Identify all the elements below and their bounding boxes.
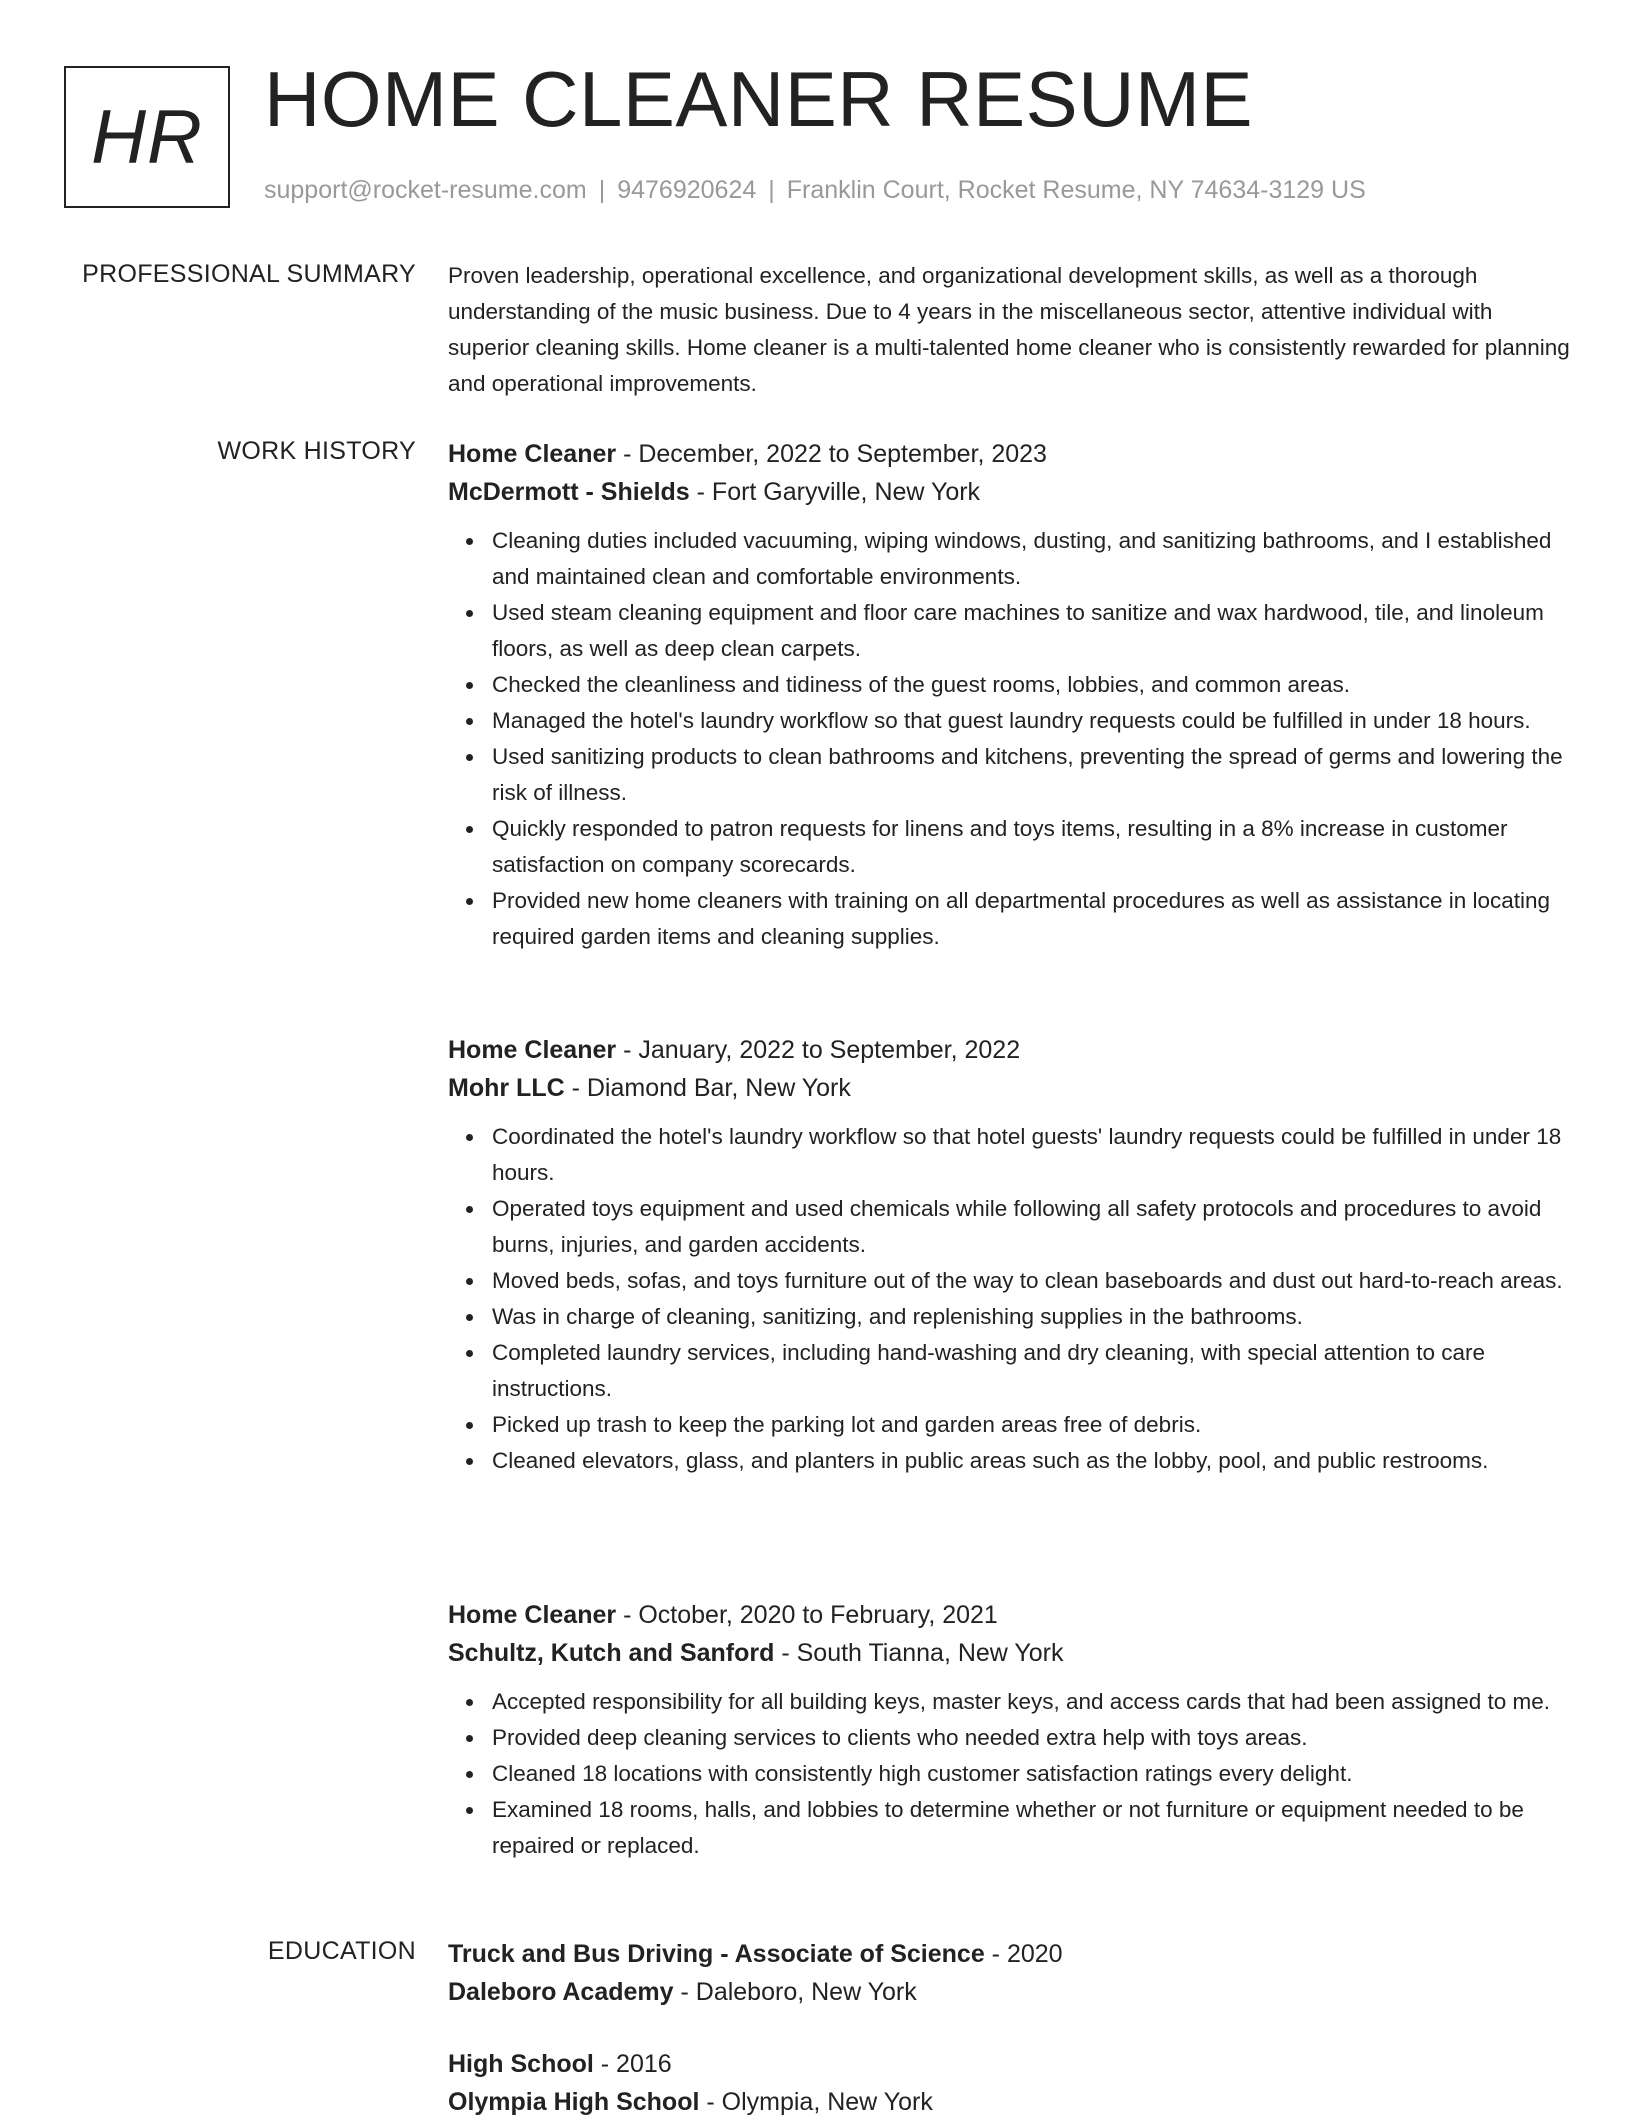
bullet-dot-icon — [466, 1314, 473, 1321]
bullet-dot-icon — [466, 610, 473, 617]
job-title: Home Cleaner — [448, 440, 617, 468]
education-degree-line — [448, 1935, 1572, 1973]
job-bullet — [492, 1443, 1572, 1479]
education-school: Olympia High School — [448, 2088, 700, 2116]
job-bullet-text: Examined 18 rooms, halls, and lobbies to determine whether or not furniture or equipment needed to be repaired or replaced. — [492, 1797, 1524, 1858]
bullet-dot-icon — [466, 754, 473, 761]
job-bullet — [492, 703, 1572, 739]
education-degree-line — [448, 2045, 1572, 2083]
job-company-line — [448, 473, 1572, 511]
resume-title: HOME CLEANER RESUME — [264, 55, 1253, 143]
job-bullet-text: Operated toys equipment and used chemicals while following all safety protocols and procedures to avoid burns, injuries, and garden accidents. — [492, 1196, 1542, 1257]
job-bullet-text: Coordinated the hotel's laundry workflow so that hotel guests' laundry requests could be fulfilled in under 18 hours. — [492, 1124, 1562, 1185]
job-bullet — [492, 595, 1572, 667]
bullet-dot-icon — [466, 1807, 473, 1814]
job-bullet-text: Cleaning duties included vacuuming, wiping windows, dusting, and sanitizing bathrooms, and I established and maintained clean and comfortable environments. — [492, 528, 1552, 589]
contact-phone[interactable]: 9476920624 — [617, 176, 757, 204]
job-bullet — [492, 883, 1572, 955]
education-entry — [448, 2045, 1572, 2121]
job-bullet-text: Cleaned elevators, glass, and planters in public areas such as the lobby, pool, and public restrooms. — [492, 1448, 1489, 1473]
job-bullet-text: Accepted responsibility for all building keys, master keys, and access cards that had been assigned to me. — [492, 1689, 1551, 1714]
bullet-dot-icon — [466, 1458, 473, 1465]
education-location: - Olympia, New York — [699, 2088, 933, 2116]
section-label-education: EDUCATION — [267, 1937, 416, 1965]
job-bullet — [492, 523, 1572, 595]
job-bullet — [492, 1407, 1572, 1443]
job-bullet — [492, 1263, 1572, 1299]
job-bullet-text: Provided new home cleaners with training on all departmental procedures as well as assistance in locating required garden items and cleaning supplies. — [492, 888, 1551, 949]
job-bullet — [492, 1299, 1572, 1335]
bullet-dot-icon — [466, 538, 473, 545]
job-location: - South Tianna, New York — [774, 1639, 1064, 1667]
job-dates: - December, 2022 to September, 2023 — [616, 440, 1047, 468]
job-title: Home Cleaner — [448, 1601, 617, 1629]
job-title: Home Cleaner — [448, 1036, 617, 1064]
job-bullet-text: Used sanitizing products to clean bathrooms and kitchens, preventing the spread of germs and lowering the risk of illness. — [492, 744, 1563, 805]
job-company-line — [448, 1634, 1572, 1672]
job-company: Schultz, Kutch and Sanford — [448, 1639, 775, 1667]
bullet-dot-icon — [466, 1699, 473, 1706]
job-bullet-list — [448, 523, 1572, 955]
education-school-line — [448, 2083, 1572, 2121]
education-degree: Truck and Bus Driving - Associate of Science — [448, 1940, 985, 1968]
job-bullet — [492, 1720, 1572, 1756]
job-bullet-text: Was in charge of cleaning, sanitizing, and replenishing supplies in the bathrooms. — [492, 1304, 1303, 1329]
education-school-line — [448, 1973, 1572, 2011]
monogram-initials: HR — [91, 94, 203, 180]
job-company: McDermott - Shields — [448, 478, 690, 506]
job-bullet — [492, 811, 1572, 883]
job-bullet-list — [448, 1684, 1572, 1864]
education-school: Daleboro Academy — [448, 1978, 674, 2006]
bullet-dot-icon — [466, 1206, 473, 1213]
education-entry — [448, 1935, 1572, 2011]
bullet-dot-icon — [466, 1278, 473, 1285]
job-dates: - January, 2022 to September, 2022 — [616, 1036, 1021, 1064]
job-dates: - October, 2020 to February, 2021 — [616, 1601, 998, 1629]
job-bullet — [492, 1119, 1572, 1191]
bullet-dot-icon — [466, 898, 473, 905]
bullet-dot-icon — [466, 1350, 473, 1357]
job-bullet — [492, 1756, 1572, 1792]
job-bullet-text: Checked the cleanliness and tidiness of the guest rooms, lobbies, and common areas. — [492, 672, 1350, 697]
job-bullet — [492, 739, 1572, 811]
job-bullet-list — [448, 1119, 1572, 1479]
job-entry — [448, 435, 1572, 955]
job-company: Mohr LLC — [448, 1074, 565, 1102]
job-location: - Fort Garyville, New York — [689, 478, 981, 506]
job-bullet-text: Used steam cleaning equipment and floor care machines to sanitize and wax hardwood, tile, and linoleum floors, as well as deep clean carpets. — [492, 600, 1544, 661]
job-bullet-text: Moved beds, sofas, and toys furniture out of the way to clean baseboards and dust out hard-to-reach areas. — [492, 1268, 1563, 1293]
section-label-summary: PROFESSIONAL SUMMARY — [82, 260, 416, 288]
contact-separator: | — [598, 176, 606, 204]
job-title-line — [448, 1031, 1572, 1069]
bullet-dot-icon — [466, 1771, 473, 1778]
job-company-line — [448, 1069, 1572, 1107]
job-location: - Diamond Bar, New York — [564, 1074, 851, 1102]
education-year: - 2016 — [593, 2050, 672, 2078]
bullet-dot-icon — [466, 826, 473, 833]
job-bullet-text: Managed the hotel's laundry workflow so that guest laundry requests could be fulfilled in under 18 hours. — [492, 708, 1531, 733]
education-degree: High School — [448, 2050, 594, 2078]
job-bullet-text: Cleaned 18 locations with consistently high customer satisfaction ratings every delight. — [492, 1761, 1353, 1786]
job-bullet-text: Provided deep cleaning services to clients who needed extra help with toys areas. — [492, 1725, 1308, 1750]
job-bullet-text: Completed laundry services, including hand-washing and dry cleaning, with special attention to care instructions. — [492, 1340, 1486, 1401]
bullet-dot-icon — [466, 682, 473, 689]
bullet-dot-icon — [466, 718, 473, 725]
summary-text: Proven leadership, operational excellence, and organizational development skills, as well as a thorough understanding of the music business. Due to 4 years in the miscellaneous sector, attentive individual with superior cleaning skills. Home cleaner is a multi-talented home cleaner who is consistently rewarded for planning and operational improvements. — [448, 263, 1570, 396]
section-label-work-history: WORK HISTORY — [217, 437, 416, 465]
contact-email[interactable]: support@rocket-resume.com — [264, 176, 587, 204]
contact-separator: | — [768, 176, 775, 204]
summary-body — [448, 258, 1572, 402]
job-entry — [448, 1596, 1572, 1864]
job-entry — [448, 1031, 1572, 1479]
job-bullet-text: Quickly responded to patron requests for linens and toys items, resulting in a 8% increase in customer satisfaction on company scorecards. — [492, 816, 1508, 877]
monogram-box — [64, 66, 230, 208]
contact-line — [264, 176, 1366, 205]
job-bullet — [492, 1191, 1572, 1263]
education-year: - 2020 — [984, 1940, 1063, 1968]
job-title-line — [448, 435, 1572, 473]
bullet-dot-icon — [466, 1735, 473, 1742]
bullet-dot-icon — [466, 1422, 473, 1429]
job-bullet — [492, 1792, 1572, 1864]
bullet-dot-icon — [466, 1134, 473, 1141]
job-title-line — [448, 1596, 1572, 1634]
job-bullet — [492, 1684, 1572, 1720]
job-bullet — [492, 1335, 1572, 1407]
job-bullet — [492, 667, 1572, 703]
education-location: - Daleboro, New York — [673, 1978, 917, 2006]
contact-address: Franklin Court, Rocket Resume, NY 74634-3129 US — [786, 176, 1366, 204]
job-bullet-text: Picked up trash to keep the parking lot and garden areas free of debris. — [492, 1412, 1202, 1437]
